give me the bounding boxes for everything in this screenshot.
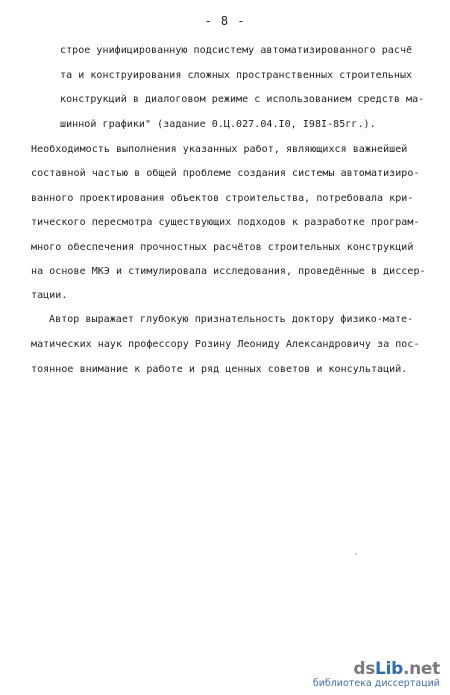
text-line-3: конструкций в диалоговом режиме с использованием средств ма- — [60, 94, 425, 105]
dslib-watermark[interactable] — [312, 659, 440, 689]
watermark-logo — [353, 659, 440, 679]
page-number: - 8 - — [204, 14, 246, 28]
text-line-8: тического пересмотра существующих подходов к разработке програм- — [31, 217, 420, 228]
text-line-4: шинной графики" (задание 0.Ц.027.04.I0, I98I-85гг.). — [60, 119, 376, 130]
text-line-2: та и конструирования сложных пространственных строительных — [60, 70, 413, 81]
text-line-10: на основе МКЭ и стимулировала исследования, проведённые в диссер- — [31, 266, 426, 277]
watermark-net: .net — [402, 659, 440, 679]
text-line-6: составной частью в общей проблеме создания системы автоматизиро- — [31, 168, 420, 179]
text-line-7: ванного проектирования объектов строительства, потребовала кри- — [31, 193, 414, 204]
text-line-1: строе унифицированную подсистему автоматизированного расчё — [60, 45, 413, 56]
watermark-lib: Lib — [375, 659, 403, 679]
text-line-11: тации. — [31, 290, 68, 301]
text-line-12: Автор выражает глубокую признательность доктору физико-мате- — [49, 314, 414, 325]
text-line-14: тоянное внимание к работе и ряд ценных советов и консультаций. — [31, 364, 408, 375]
text-line-13: матических наук профессору Розину Леониду Александровичу за пос- — [31, 339, 420, 350]
watermark-subtitle: библиотека диссертаций — [312, 678, 440, 689]
text-line-5: Необходимость выполнения указанных работ, являющихся важнейшей — [31, 144, 408, 155]
text-line-9: много обеспечения прочностных расчётов строительных конструкций — [31, 242, 414, 253]
watermark-ds: ds — [353, 659, 376, 679]
scan-speck — [355, 553, 357, 555]
